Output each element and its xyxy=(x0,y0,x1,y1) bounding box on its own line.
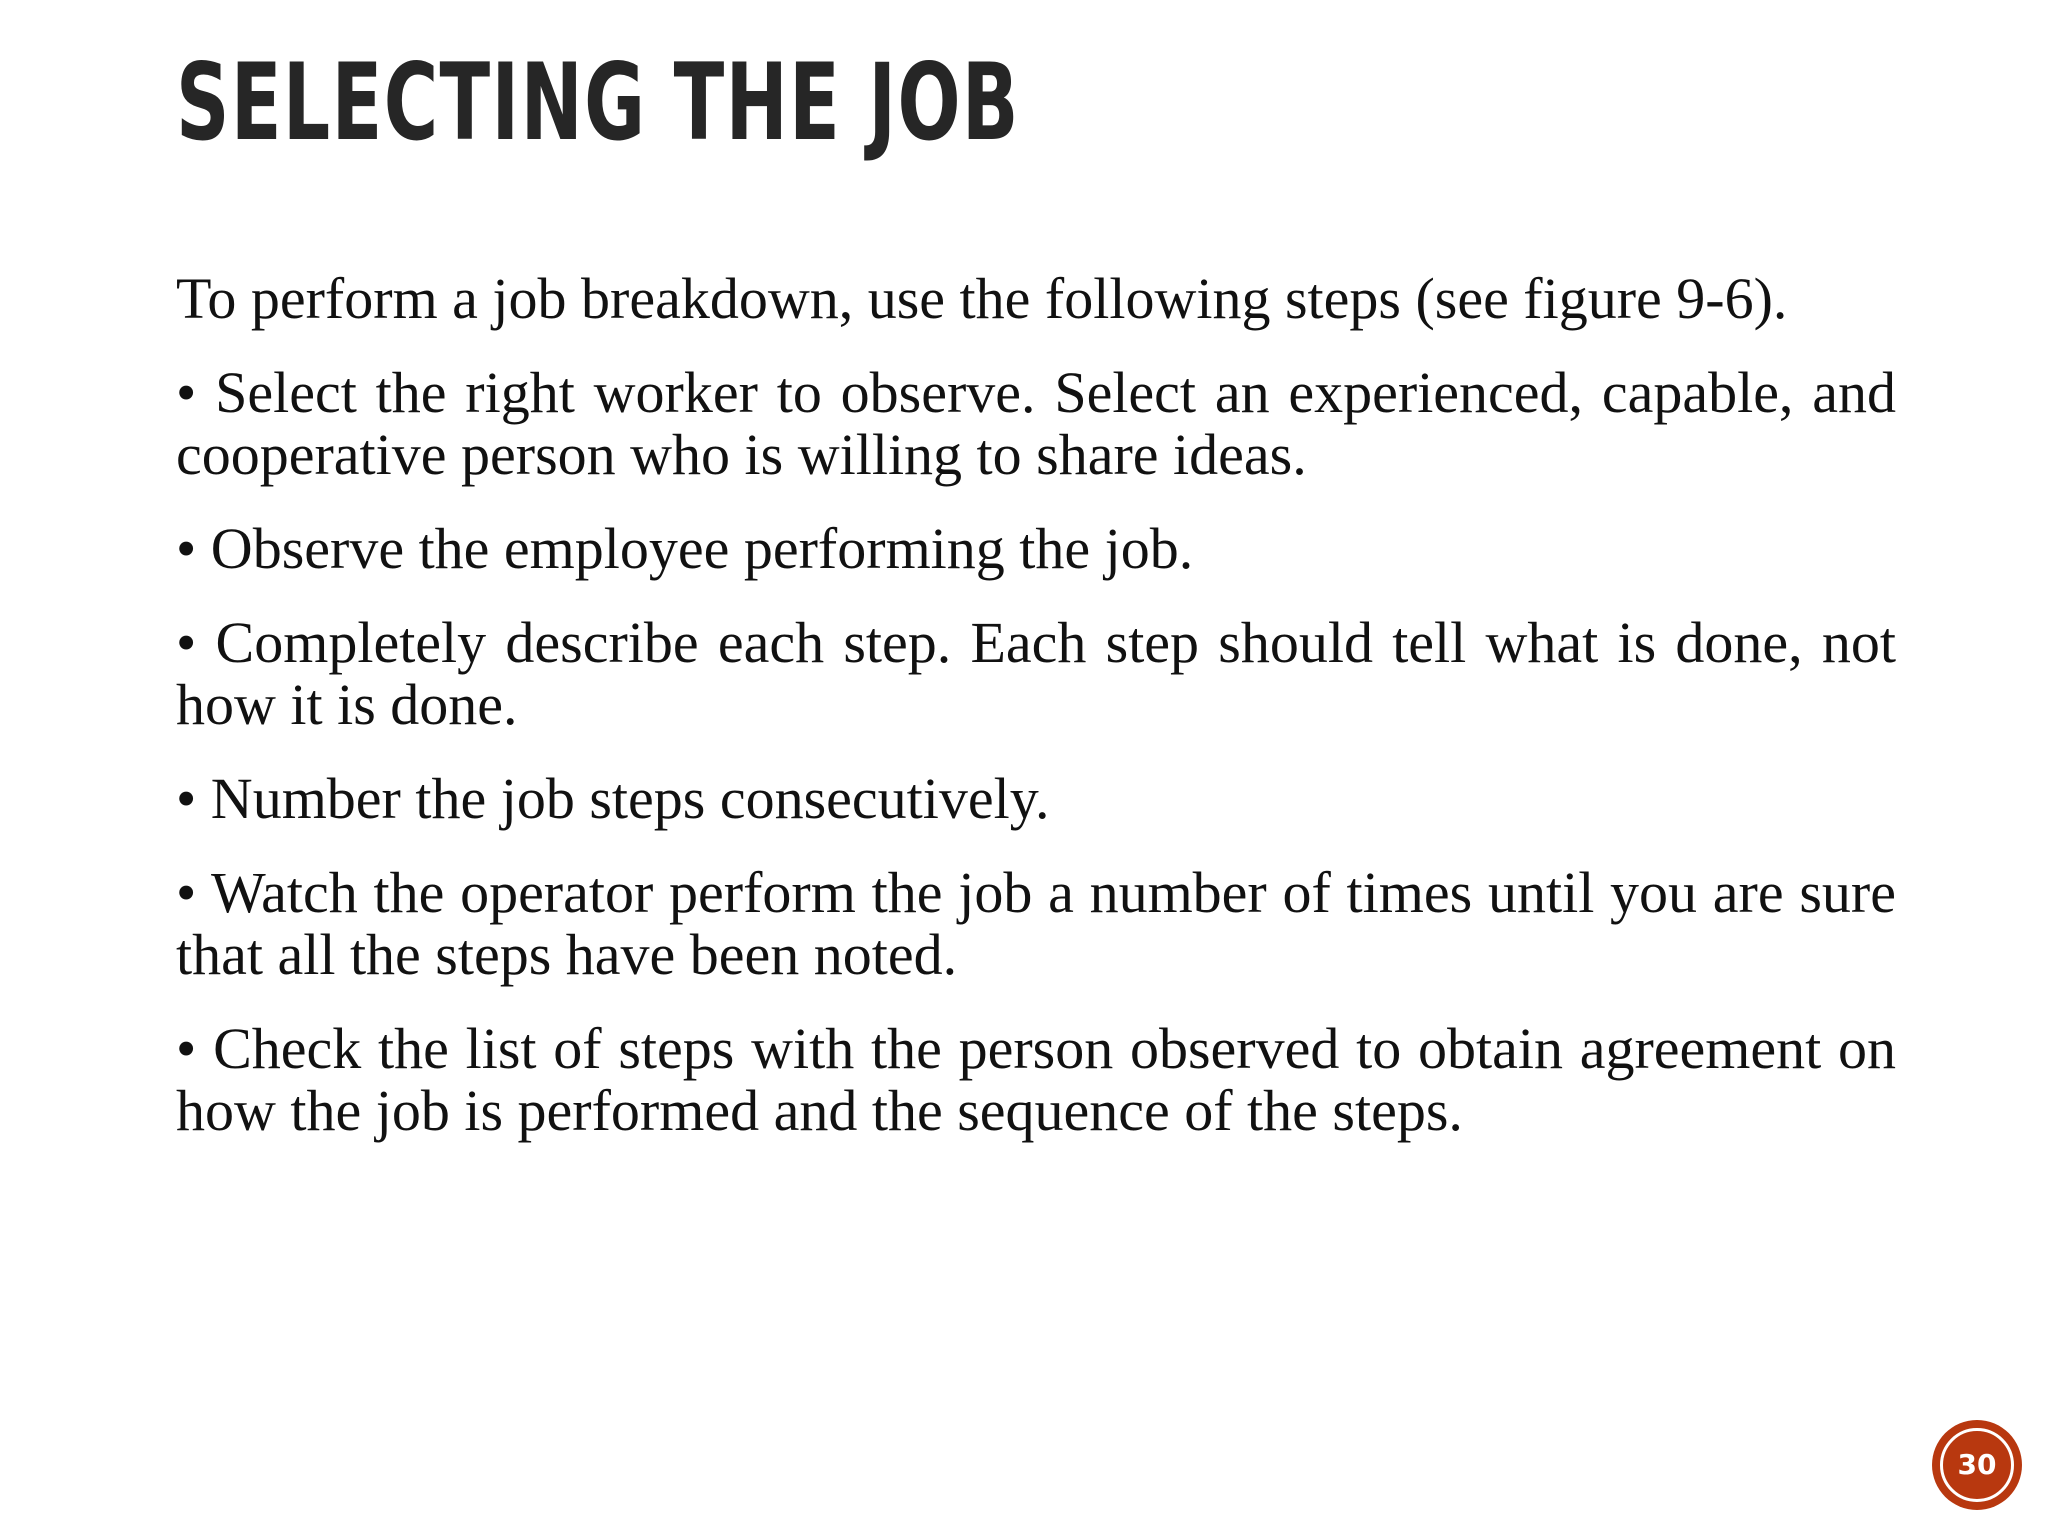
page-number: 30 xyxy=(1957,1448,1997,1481)
slide-body xyxy=(176,268,1896,1174)
bullet-item: • Check the list of steps with the person observed to obtain agreement on how the job is performed and the sequence of the steps. xyxy=(176,1016,1896,1143)
bullet-item: • Completely describe each step. Each step should tell what is done, not how it is done. xyxy=(176,610,1896,737)
bullet-item: • Watch the operator perform the job a number of times until you are sure that all the steps have been noted. xyxy=(176,860,1896,987)
page-number-badge xyxy=(1932,1420,2022,1510)
bullet-item: • Observe the employee performing the job. xyxy=(176,516,1194,581)
bullet-item: • Number the job steps consecutively. xyxy=(176,766,1050,831)
slide-title: SELECTING THE JOB xyxy=(176,41,1020,164)
bullet-item: • Select the right worker to observe. Select an experienced, capable, and cooperative person who is willing to share ideas. xyxy=(176,360,1896,487)
intro-paragraph: To perform a job breakdown, use the following steps (see figure 9-6). xyxy=(176,266,1788,331)
